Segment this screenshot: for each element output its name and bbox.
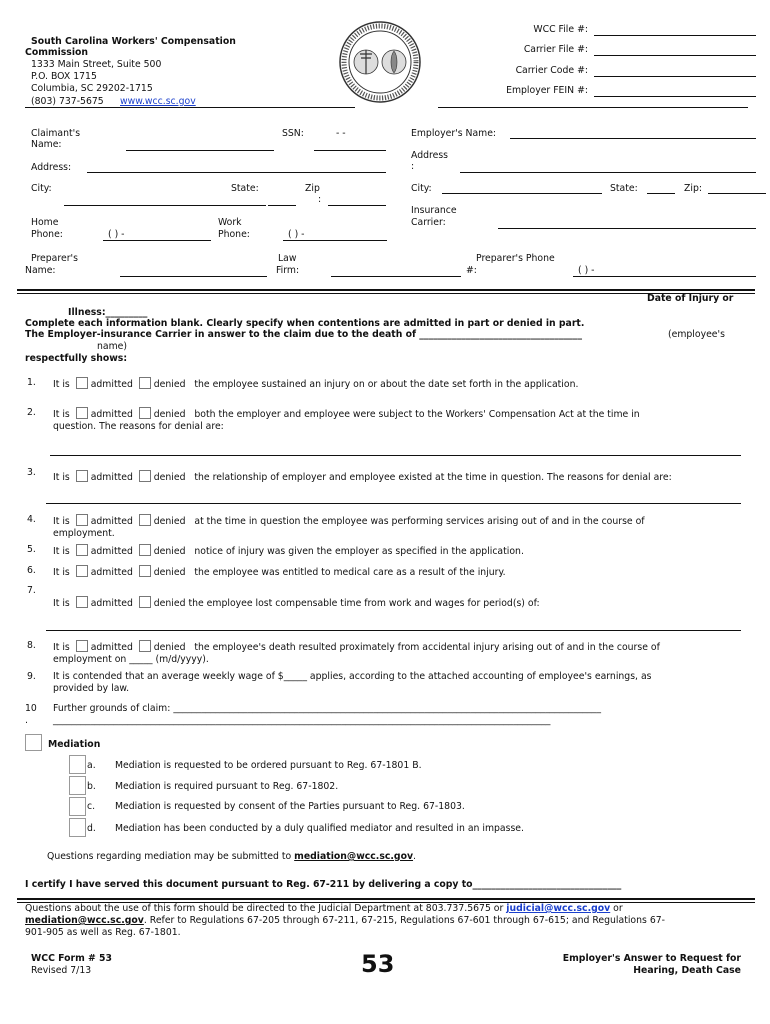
contention-text: the employee sustained an injury on or about the date set forth in the application. — [194, 379, 579, 390]
denied-checkbox[interactable] — [139, 470, 151, 482]
further-grounds-text: Further grounds of claim: ____________________________________________________________________________________________ — [53, 703, 601, 714]
mediation-option-a-checkbox[interactable] — [69, 755, 86, 774]
mediation-option-d-text: Mediation has been conducted by a duly qualified mediator and resulted in an impasse. — [115, 823, 524, 834]
preparer-phone-mask: ( ) - — [578, 265, 595, 276]
denied-checkbox[interactable] — [139, 377, 151, 389]
admitted-checkbox[interactable] — [76, 514, 88, 526]
denied-label: denied — [153, 379, 186, 390]
employer-city-field[interactable] — [442, 193, 602, 194]
footer-regulations-line — [25, 915, 665, 926]
claimant-name-field[interactable] — [126, 150, 274, 151]
home-phone-label-2: Phone: — [31, 229, 63, 240]
footer-questions-line — [25, 903, 623, 914]
denied-label: denied — [153, 516, 186, 527]
law-firm-field[interactable] — [331, 276, 461, 277]
denied-checkbox[interactable] — [139, 544, 151, 556]
mediation-option-b-text: Mediation is required pursuant to Reg. 67-1802. — [115, 781, 339, 792]
denied-label: denied — [153, 409, 186, 420]
further-grounds-text-2: ___________________________________________________________________________________________________________ — [53, 715, 551, 726]
form-number: WCC Form # 53 — [31, 953, 112, 964]
claimant-address-label: Address: — [31, 162, 72, 173]
mediation-title: Mediation — [48, 739, 101, 750]
employer-name-field[interactable] — [510, 138, 756, 139]
contention-text-2: employment on _____ (m/d/yyyy). — [53, 654, 209, 665]
address-line-2: P.O. BOX 1715 — [31, 71, 97, 82]
mediation-option-c-text: Mediation is requested by consent of the Parties pursuant to Reg. 67-1803. — [115, 801, 465, 812]
it-is-label: It is — [53, 379, 70, 390]
employer-name-label: Employer's Name: — [411, 128, 497, 139]
mediation-email-link[interactable]: mediation@wcc.sc.gov — [294, 851, 414, 862]
form-big-number: 53 — [361, 950, 395, 978]
claimant-zip-field[interactable] — [328, 205, 386, 206]
carrier-file-field[interactable] — [594, 55, 756, 56]
employer-address-label: Address — [411, 150, 449, 161]
claimant-name-label-2: Name: — [31, 139, 62, 150]
carrier-code-field[interactable] — [594, 76, 756, 77]
claimant-name-label: Claimant's — [31, 128, 81, 139]
contention-text: the employee's death resulted proximately from accidental injury arising out of and in the course of — [194, 642, 660, 653]
preparer-phone-label-2: #: — [466, 265, 477, 276]
contention-text: the employee was entitled to medical care as a result of the injury. — [194, 567, 506, 578]
mediation-option-a-text: Mediation is requested to be ordered pursuant to Reg. 67-1801 B. — [115, 760, 422, 771]
address-line-1: 1333 Main Street, Suite 500 — [31, 59, 162, 70]
insurance-carrier-label: Insurance — [411, 205, 457, 216]
denied-checkbox[interactable] — [139, 565, 151, 577]
carrier-file-label: Carrier File #: — [523, 44, 588, 55]
claimant-zip-colon: : — [318, 194, 322, 205]
admitted-checkbox[interactable] — [76, 407, 88, 419]
claimant-address-field[interactable] — [87, 172, 386, 173]
employer-address-colon: : — [411, 161, 415, 172]
admitted-label: admitted — [90, 379, 133, 390]
contention-text: the relationship of employer and employee existed at the time in question. The reasons for denial are: — [194, 472, 672, 483]
home-phone-field[interactable] — [103, 240, 211, 241]
footer-line-2: . Refer to Regulations 67-205 through 67-211, 67-215, Regulations 67-601 through 67-615; and Regulations 67- — [143, 915, 665, 926]
section-divider — [17, 289, 755, 291]
contention-text: the employee lost compensable time from work and wages for period(s) of: — [188, 598, 540, 609]
admitted-label: admitted — [90, 546, 133, 557]
work-phone-label: Work — [218, 217, 242, 228]
contention-number: 6. — [27, 565, 36, 576]
employer-city-label: City: — [411, 183, 432, 194]
admitted-checkbox[interactable] — [76, 544, 88, 556]
contention-number: 10 — [25, 703, 37, 714]
ssn-dashes: - - — [336, 128, 346, 139]
address-line-3: Columbia, SC 29202-1715 — [31, 83, 153, 94]
mediation-period: . — [413, 851, 416, 862]
admitted-label: admitted — [90, 409, 133, 420]
it-is-label: It is — [53, 642, 70, 653]
insurance-carrier-field[interactable] — [498, 228, 756, 229]
admitted-label: admitted — [90, 567, 133, 578]
contention-number: 2. — [27, 407, 36, 418]
admitted-checkbox[interactable] — [76, 565, 88, 577]
contention-text: notice of injury was given the employer as specified in the application. — [194, 546, 524, 557]
org-name-2: Commission — [25, 47, 89, 58]
it-is-label: It is — [53, 567, 70, 578]
employer-zip-field[interactable] — [708, 193, 766, 194]
contention-number-dot: . — [25, 715, 28, 726]
mediation-questions-label: Questions regarding mediation may be submitted to — [47, 851, 295, 862]
date-of-injury-label: Date of Injury or — [647, 293, 734, 304]
contention-text: It is contended that an average weekly wage of $_____ applies, according to the attached accounting of employee's earnings, as — [53, 671, 652, 682]
org-name: South Carolina Workers' Compensation — [31, 36, 236, 47]
contention-number: 7. — [27, 585, 36, 596]
contention-number: 5. — [27, 544, 36, 555]
denied-checkbox[interactable] — [139, 596, 151, 608]
contention-text-2: provided by law. — [53, 683, 130, 694]
mediation-questions-text — [47, 851, 416, 862]
contention-text-2: employment. — [53, 528, 115, 539]
footer-or: or — [610, 903, 623, 914]
claimant-zip-label: Zip — [305, 183, 320, 194]
denied-label: denied — [153, 642, 186, 653]
denied-label: denied — [153, 472, 186, 483]
contention-number: 8. — [27, 640, 36, 651]
mediation-option-b-checkbox[interactable] — [69, 776, 86, 795]
employee-name-label: (employee's — [668, 329, 725, 340]
admitted-checkbox[interactable] — [76, 377, 88, 389]
employer-zip-label: Zip: — [684, 183, 702, 194]
respectfully-shows-text: respectfully shows: — [25, 353, 128, 364]
header-rule-right — [438, 107, 748, 108]
contention-number: 4. — [27, 514, 36, 525]
instructions-text: Complete each information blank. Clearly specify when contentions are admitted in part or denied in part. — [25, 318, 585, 329]
denial-reason-field-2[interactable] — [50, 455, 741, 456]
admitted-label: admitted — [90, 516, 133, 527]
section-divider-thin — [17, 293, 755, 294]
form-title-2: Hearing, Death Case — [633, 965, 741, 976]
contention-text-2: question. The reasons for denial are: — [53, 421, 224, 432]
certification-text: I certify I have served this document pursuant to Reg. 67-211 by delivering a copy to________________________________ — [25, 879, 622, 890]
home-phone-label: Home — [31, 217, 59, 228]
claimant-city-label: City: — [31, 183, 52, 194]
mediation-checkbox[interactable] — [25, 734, 42, 751]
admitted-checkbox[interactable] — [76, 470, 88, 482]
denied-checkbox[interactable] — [139, 407, 151, 419]
judicial-email-link[interactable]: judicial@wcc.sc.gov — [506, 903, 611, 914]
mediation-option-b-letter: b. — [87, 781, 96, 792]
footer-line-3: 901-905 as well as Reg. 67-1801. — [25, 927, 181, 938]
employer-state-field[interactable] — [647, 193, 675, 194]
work-phone-field[interactable] — [283, 240, 387, 241]
phone-number: (803) 737-5675 — [31, 96, 104, 107]
law-firm-label-2: Firm: — [276, 265, 300, 276]
denial-reason-field-3[interactable] — [46, 503, 741, 504]
employer-address-field[interactable] — [460, 172, 756, 173]
denied-checkbox[interactable] — [139, 640, 151, 652]
wcc-file-field[interactable] — [594, 35, 756, 36]
law-firm-label: Law — [278, 253, 297, 264]
carrier-code-label: Carrier Code #: — [515, 65, 588, 76]
preparer-name-label-2: Name: — [25, 265, 56, 276]
denied-label: denied — [153, 546, 186, 557]
preparer-name-label: Preparer's — [31, 253, 78, 264]
it-is-label: It is — [53, 516, 70, 527]
mediation-option-a-letter: a. — [87, 760, 96, 771]
ssn-field[interactable] — [314, 150, 386, 151]
employer-fein-label: Employer FEIN #: — [506, 85, 588, 96]
sc-state-seal-icon — [338, 20, 422, 104]
denied-label: denied — [153, 567, 186, 578]
contention-number: 3. — [27, 467, 36, 478]
mediation-option-c-checkbox[interactable] — [69, 797, 86, 816]
preparer-phone-label: Preparer's Phone — [476, 253, 555, 264]
contention-number: 9. — [27, 671, 36, 682]
footer-mediation-email-link[interactable]: mediation@wcc.sc.gov — [25, 915, 144, 926]
employer-state-label: State: — [610, 183, 638, 194]
preparer-phone-field[interactable] — [573, 276, 756, 277]
footer-line-1: Questions about the use of this form should be directed to the Judicial Department at 803.737.5675 or — [25, 903, 507, 914]
claimant-state-label: State: — [231, 183, 259, 194]
revised-date: Revised 7/13 — [31, 965, 92, 976]
it-is-label: It is — [53, 409, 70, 420]
contention-number: 1. — [27, 377, 36, 388]
footer-divider — [17, 898, 755, 900]
home-phone-mask: ( ) - — [108, 229, 125, 240]
contention-text: at the time in question the employee was performing services arising out of and in the course of — [194, 516, 645, 527]
admitted-label: admitted — [90, 642, 133, 653]
mediation-option-d-checkbox[interactable] — [69, 818, 86, 837]
contention-text: both the employer and employee were subject to the Workers' Compensation Act at the time in — [194, 409, 640, 420]
admitted-checkbox[interactable] — [76, 640, 88, 652]
claimant-city-field[interactable] — [64, 205, 266, 206]
header-rule-left — [25, 107, 355, 108]
form-title-1: Employer's Answer to Request for — [562, 953, 741, 964]
it-is-label: It is — [53, 546, 70, 557]
claimant-state-field[interactable] — [268, 205, 296, 206]
lost-time-period-field[interactable] — [46, 630, 741, 631]
admitted-label: admitted — [90, 472, 133, 483]
admitted-checkbox[interactable] — [76, 596, 88, 608]
mediation-option-c-letter: c. — [87, 801, 96, 812]
insurance-carrier-label-2: Carrier: — [411, 217, 446, 228]
employer-fein-field[interactable] — [594, 96, 756, 97]
illness-label: Illness:_________ — [68, 307, 148, 318]
work-phone-mask: ( ) - — [288, 229, 305, 240]
preparer-name-field[interactable] — [120, 276, 267, 277]
it-is-label: It is — [53, 472, 70, 483]
employee-name-label-2: name) — [97, 341, 127, 352]
it-is-label: It is — [53, 598, 70, 609]
denied-label: denied — [153, 598, 186, 609]
carrier-answer-text: The Employer-insurance Carrier in answer to the claim due to the death of ___________________________________ — [25, 329, 582, 340]
mediation-option-d-letter: d. — [87, 823, 96, 834]
website-link[interactable]: www.wcc.sc.gov — [120, 96, 196, 107]
wcc-file-label: WCC File #: — [533, 24, 588, 35]
denied-checkbox[interactable] — [139, 514, 151, 526]
work-phone-label-2: Phone: — [218, 229, 250, 240]
admitted-label: admitted — [90, 598, 133, 609]
ssn-label: SSN: — [282, 128, 304, 139]
